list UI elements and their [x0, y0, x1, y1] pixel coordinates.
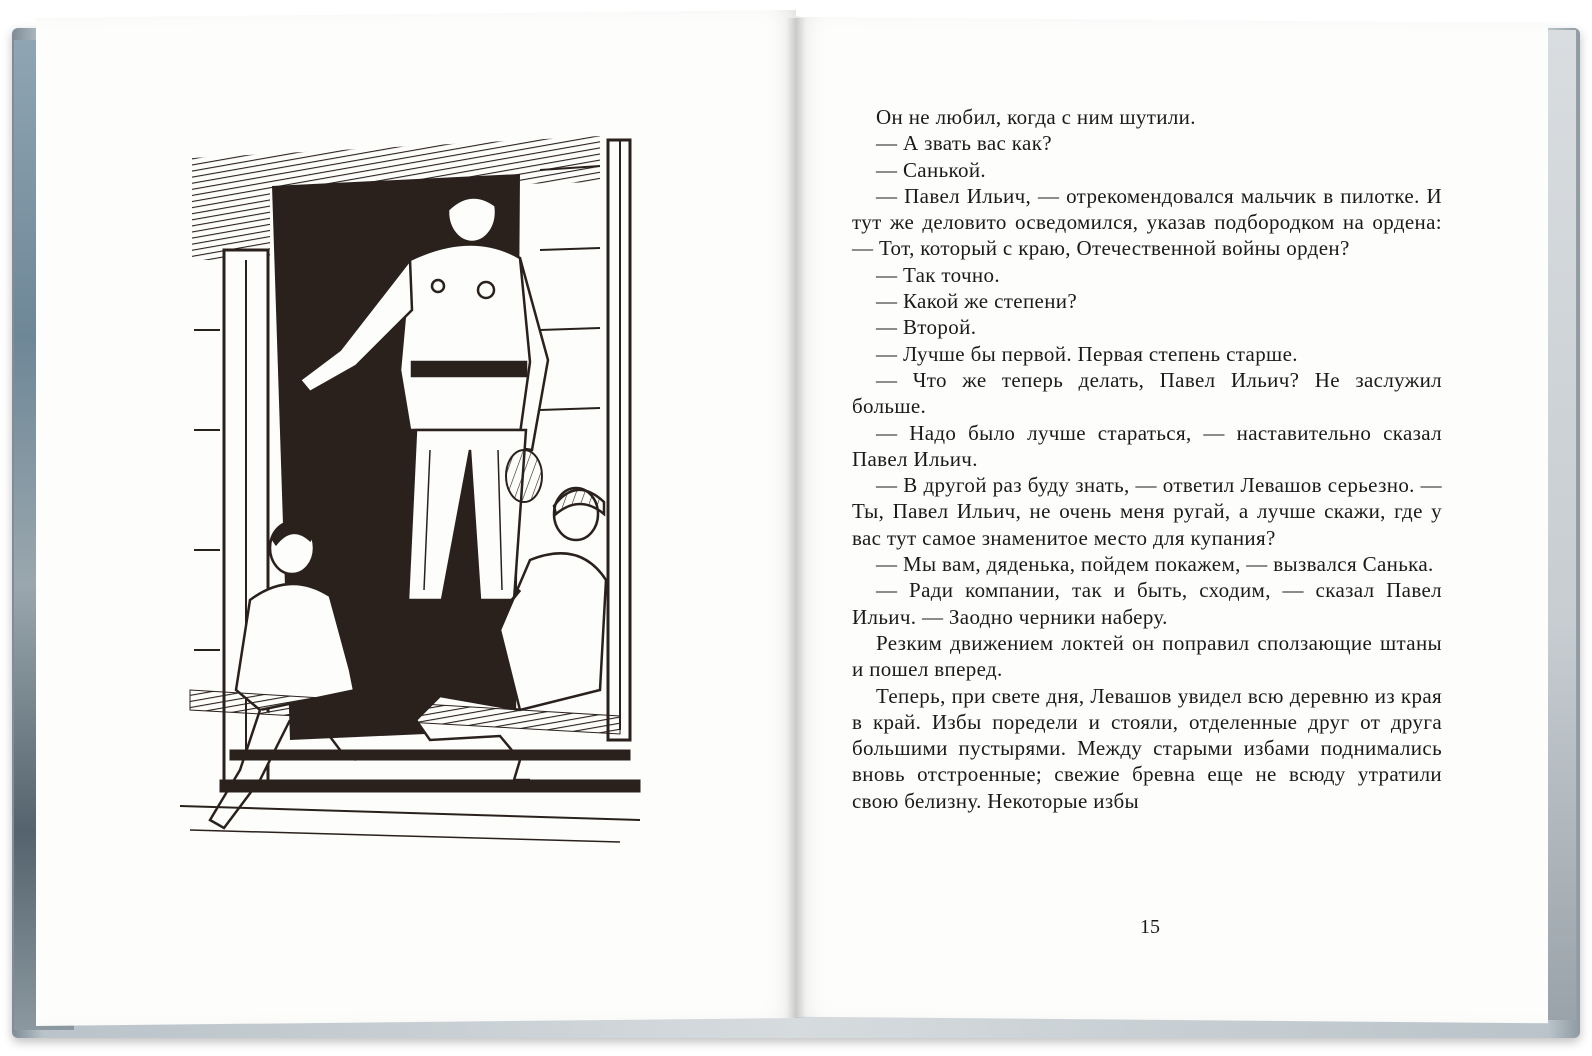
paragraph: — А звать вас как? [876, 131, 1052, 156]
paragraph: Резким движением локтей он поправил сползающие штаны и пошел вперед. [852, 630, 1442, 682]
paragraph: — Мы вам, дяденька, пойдем покажем, — вызвался Санька. [876, 552, 1434, 577]
paragraph: — Надо было лучше стараться, — наставительно сказал Павел Ильич. [852, 420, 1442, 471]
basket [506, 450, 542, 502]
paragraph: — Второй. [876, 315, 977, 340]
paragraph: Он не любил, когда с ним шутили. [876, 105, 1196, 129]
paragraph: — Ради компании, так и быть, сходим, — сказал Павел Ильич. — Заодно черники наберу. [852, 578, 1442, 629]
book-gutter [786, 18, 806, 1018]
paragraph: — В другой раз буду знать, — ответил Левашов серьезно. — Ты, Павел Ильич, не очень меня ругай, а лучше скажи, где у вас тут самое знаменитое место для купания? [852, 473, 1442, 550]
ink-illustration [180, 130, 660, 850]
paragraph: — Санькой. [876, 157, 987, 182]
paragraph: — Какой же степени? [876, 289, 1078, 314]
paragraph: — Павел Ильич, — отрекомендовался мальчик в пилотке. И тут же деловито осведомился, указав подбородком на ордена: — Тот, который с краю, Отечественной войны орден? [852, 183, 1442, 261]
paragraph: — Что же теперь делать, Павел Ильич? Не заслужил больше. [852, 367, 1442, 419]
paragraph: — Лучше бы первой. Первая степень старше. [876, 341, 1298, 366]
paragraph: Теперь, при свете дня, Левашов увидел всю деревню из края в край. Избы поредели и стояли, отделенные друг от друга большими пустырями. Между старыми избами поднимались вновь отстроенные; свежие бревна еще не всюду утратили свою белизну. Некоторые избы [852, 683, 1442, 813]
paragraph: — Так точно. [876, 262, 1000, 287]
page-number: 15 [1140, 916, 1160, 938]
page-text [852, 104, 1442, 814]
